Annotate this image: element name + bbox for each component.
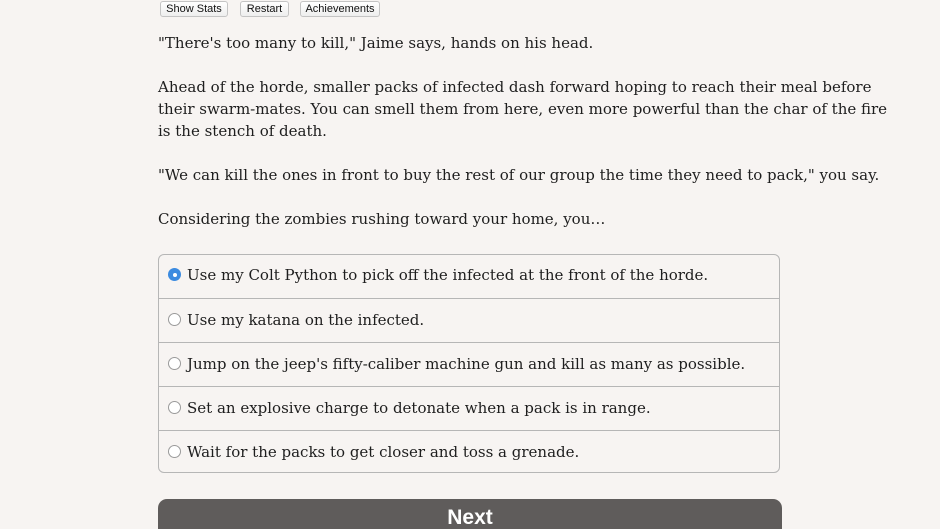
choice-option-explosive-charge[interactable] [159,386,779,430]
choice-prompt: Considering the zombies rushing toward your home, you… [158,210,606,228]
story-paragraph-1: "There's too many to kill," Jaime says, hands on his head. [158,34,594,52]
story-paragraph-2-line-2: their swarm-mates. You can smell them from here, even more powerful than the char of the fire [158,100,888,118]
radio-selected-icon[interactable] [168,268,181,281]
show-stats-button[interactable]: Show Stats [160,1,228,17]
story-paragraph-2-line-3: is the stench of death. [158,122,327,140]
radio-icon[interactable] [168,357,181,370]
choice-label: Set an explosive charge to detonate when a pack is in range. [187,399,651,417]
story-paragraph-2-line-1: Ahead of the horde, smaller packs of infected dash forward hoping to reach their meal before [158,78,872,96]
choice-list [158,254,780,473]
choice-option-katana[interactable] [159,298,779,342]
choice-option-colt-python[interactable] [159,255,779,298]
choice-option-machine-gun[interactable] [159,342,779,386]
next-button[interactable]: Next [158,499,782,529]
choice-label: Use my katana on the infected. [187,311,425,329]
radio-icon[interactable] [168,401,181,414]
story-paragraph-3: "We can kill the ones in front to buy the rest of our group the time they need to pack," you say. [158,166,880,184]
restart-button[interactable]: Restart [240,1,289,17]
choice-label: Use my Colt Python to pick off the infected at the front of the horde. [187,266,709,284]
radio-icon[interactable] [168,313,181,326]
choice-label: Wait for the packs to get closer and toss a grenade. [187,443,580,461]
choice-option-grenade[interactable] [159,430,779,473]
choice-label: Jump on the jeep's fifty-caliber machine gun and kill as many as possible. [187,355,746,373]
radio-icon[interactable] [168,445,181,458]
achievements-button[interactable]: Achievements [300,1,380,17]
